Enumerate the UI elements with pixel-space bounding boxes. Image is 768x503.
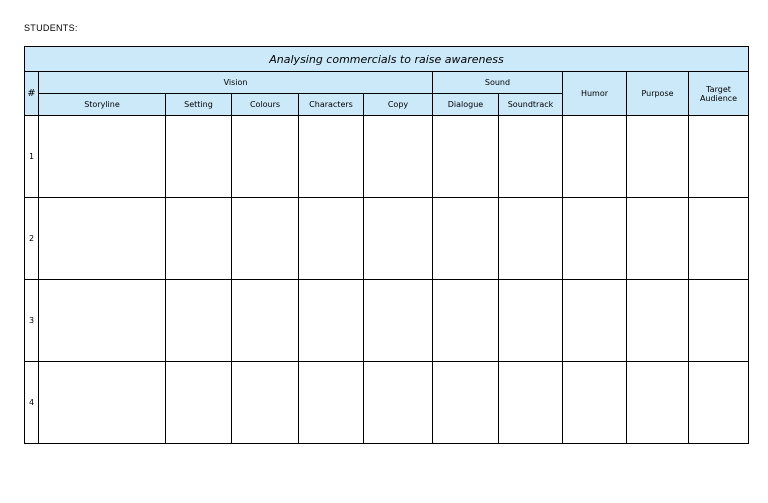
storyline-cell[interactable]	[39, 362, 166, 444]
colours-cell[interactable]	[232, 280, 299, 362]
row-number: 4	[25, 362, 39, 444]
characters-cell[interactable]	[299, 280, 364, 362]
colours-header: Colours	[232, 94, 299, 116]
table-row	[25, 280, 749, 362]
copy-cell[interactable]	[364, 198, 433, 280]
dialogue-cell[interactable]	[433, 280, 499, 362]
characters-header: Characters	[299, 94, 364, 116]
sound-group-header: Sound	[433, 72, 563, 94]
dialogue-cell[interactable]	[433, 116, 499, 198]
purpose-cell[interactable]	[627, 280, 689, 362]
vision-group-header: Vision	[39, 72, 433, 94]
setting-cell[interactable]	[166, 116, 232, 198]
humor-cell[interactable]	[563, 362, 627, 444]
storyline-cell[interactable]	[39, 116, 166, 198]
copy-cell[interactable]	[364, 116, 433, 198]
purpose-header: Purpose	[627, 72, 689, 116]
purpose-cell[interactable]	[627, 198, 689, 280]
purpose-cell[interactable]	[627, 362, 689, 444]
table-row	[25, 362, 749, 444]
table-title: Analysing commercials to raise awareness	[25, 47, 749, 72]
students-label: STUDENTS:	[24, 23, 78, 33]
dialogue-cell[interactable]	[433, 198, 499, 280]
setting-cell[interactable]	[166, 362, 232, 444]
storyline-cell[interactable]	[39, 198, 166, 280]
storyline-header: Storyline	[39, 94, 166, 116]
target-audience-cell[interactable]	[689, 116, 749, 198]
row-number: 1	[25, 116, 39, 198]
dialogue-header: Dialogue	[433, 94, 499, 116]
humor-cell[interactable]	[563, 116, 627, 198]
soundtrack-cell[interactable]	[499, 362, 563, 444]
copy-cell[interactable]	[364, 362, 433, 444]
colours-cell[interactable]	[232, 362, 299, 444]
setting-header: Setting	[166, 94, 232, 116]
table-row	[25, 116, 749, 198]
humor-cell[interactable]	[563, 198, 627, 280]
colours-cell[interactable]	[232, 198, 299, 280]
copy-header: Copy	[364, 94, 433, 116]
humor-cell[interactable]	[563, 280, 627, 362]
dialogue-cell[interactable]	[433, 362, 499, 444]
row-number: 2	[25, 198, 39, 280]
characters-cell[interactable]	[299, 362, 364, 444]
storyline-cell[interactable]	[39, 280, 166, 362]
characters-cell[interactable]	[299, 198, 364, 280]
row-number-header: #	[25, 72, 39, 116]
soundtrack-header: Soundtrack	[499, 94, 563, 116]
target-audience-cell[interactable]	[689, 280, 749, 362]
characters-cell[interactable]	[299, 116, 364, 198]
table-row	[25, 198, 749, 280]
target-audience-cell[interactable]	[689, 362, 749, 444]
row-number: 3	[25, 280, 39, 362]
soundtrack-cell[interactable]	[499, 198, 563, 280]
setting-cell[interactable]	[166, 280, 232, 362]
purpose-cell[interactable]	[627, 116, 689, 198]
setting-cell[interactable]	[166, 198, 232, 280]
soundtrack-cell[interactable]	[499, 280, 563, 362]
soundtrack-cell[interactable]	[499, 116, 563, 198]
humor-header: Humor	[563, 72, 627, 116]
copy-cell[interactable]	[364, 280, 433, 362]
target-audience-cell[interactable]	[689, 198, 749, 280]
colours-cell[interactable]	[232, 116, 299, 198]
commercials-analysis-table	[24, 46, 749, 444]
target-audience-header: Target Audience	[689, 72, 749, 116]
